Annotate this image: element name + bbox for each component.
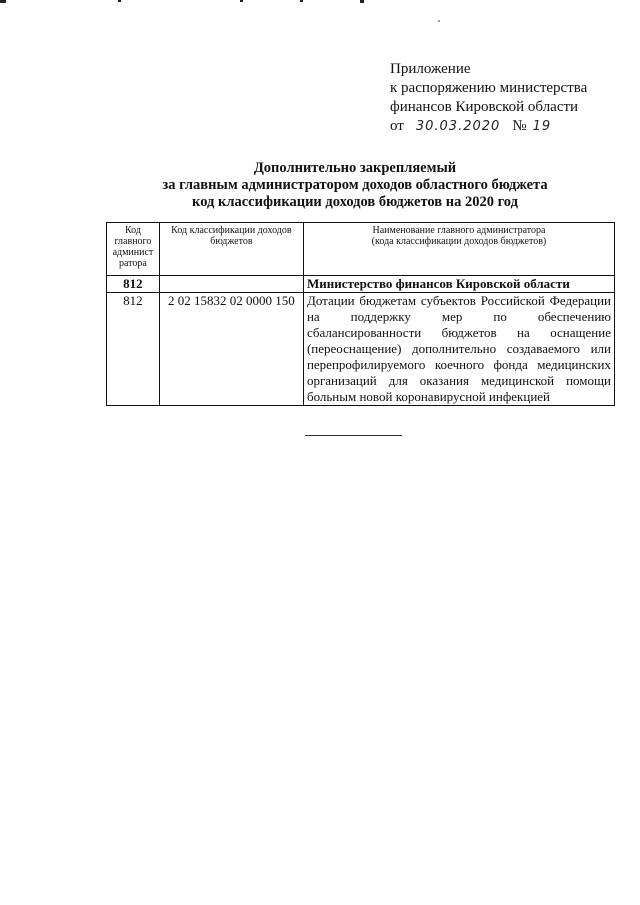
- item-kbk-cell: 2 02 15832 02 0000 150: [159, 293, 303, 406]
- admin-code-cell: 812: [107, 276, 160, 293]
- number-label: №: [512, 118, 527, 134]
- header-admin-code: Код главного админист ратора: [107, 223, 160, 276]
- admin-name-cell: Министерство финансов Кировской области: [303, 276, 614, 293]
- handwritten-number: 19: [532, 119, 552, 134]
- appendix-block: [390, 60, 587, 136]
- appendix-line-3: финансов Кировской области: [390, 99, 579, 115]
- item-code-cell: 812: [107, 293, 160, 406]
- title-line-2: за главным администратором доходов областного бюджета: [162, 177, 548, 193]
- header-name-line-2: (кода классификации доходов бюджетов): [371, 236, 547, 247]
- document-title: [100, 160, 610, 211]
- title-line-3: код классификации доходов бюджетов на 2020 год: [192, 194, 518, 210]
- end-divider: [305, 435, 402, 436]
- appendix-line-1: Приложение: [390, 61, 471, 77]
- scan-dot: [438, 20, 440, 22]
- item-name-cell: Дотации бюджетам субъектов Российской Федерации на поддержку мер по обеспечению сбалансированности бюджетов на оснащение (переоснащение) дополнительно создаваемого или перепрофилируемого коечного фонда медицинских организаций для оказания медицинской помощи больным новой коронавирусной инфекцией: [303, 293, 614, 406]
- appendix-date-line: [390, 117, 587, 136]
- title-line-1: Дополнительно закрепляемый: [253, 160, 457, 176]
- header-name: [303, 223, 614, 276]
- table-row: [107, 293, 615, 406]
- header-name-line-1: Наименование главного администратора: [372, 225, 546, 236]
- admin-kbk-cell: [159, 276, 303, 293]
- from-label: от: [390, 118, 404, 134]
- appendix-line-2: к распоряжению министерства: [390, 80, 588, 96]
- revenue-table: [106, 222, 615, 406]
- table-row: [107, 276, 615, 293]
- scan-edge-artifact: [0, 0, 420, 4]
- header-kbk: Код классификации доходов бюджетов: [159, 223, 303, 276]
- table-header-row: [107, 223, 615, 276]
- handwritten-date: 30.03.2020: [415, 119, 501, 134]
